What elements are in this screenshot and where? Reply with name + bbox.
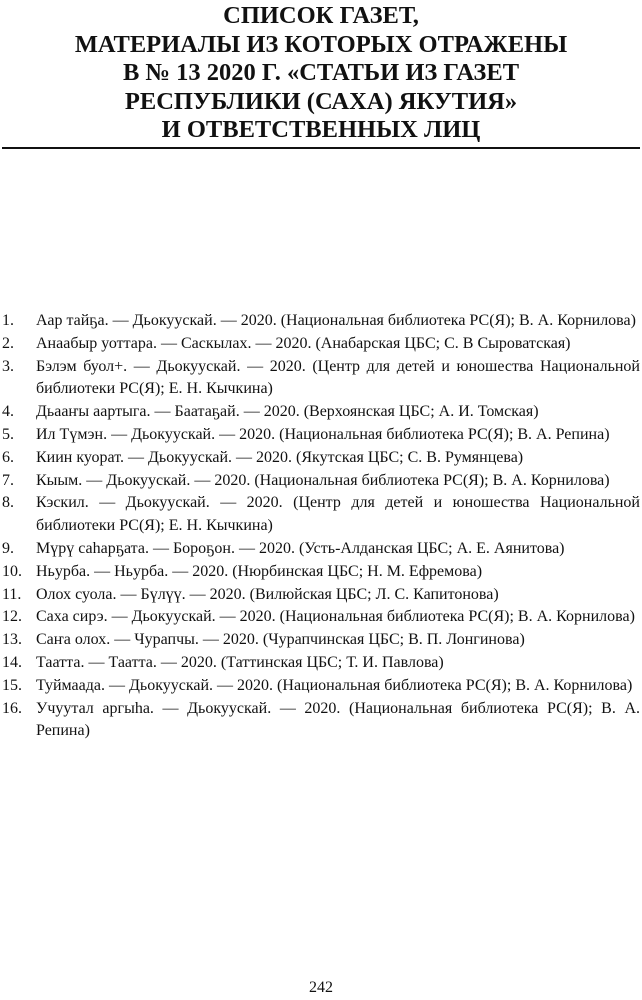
item-number: 16. xyxy=(2,699,22,717)
item-number: 12. xyxy=(2,608,22,626)
item-text: Туймаада. — Дьокуускай. — 2020. (Национальная библиотека РС(Я); В. А. Корнилова) xyxy=(36,676,633,694)
item-number: 6. xyxy=(2,448,14,466)
title-line: И ОТВЕТСТВЕННЫХ ЛИЦ xyxy=(161,116,481,143)
title-divider xyxy=(2,147,640,149)
title-line: РЕСПУБЛИКИ (САХА) ЯКУТИЯ» xyxy=(124,87,518,115)
item-text: Ил Түмэн. — Дьокуускай. — 2020. (Национальная библиотека РС(Я); В. А. Репина) xyxy=(36,425,610,443)
title-line: МАТЕРИАЛЫ ИЗ КОТОРЫХ ОТРАЖЕНЫ xyxy=(74,30,568,58)
list-item xyxy=(0,356,640,402)
item-number: 15. xyxy=(2,676,22,694)
item-text: Дьааҥы аартыга. — Баатаҕай. — 2020. (Верхоянская ЦБС; А. И. Томская) xyxy=(36,403,539,421)
list-item xyxy=(0,470,640,493)
item-text: Саха сирэ. — Дьокуускай. — 2020. (Национальная библиотека РС(Я); В. А. Корнилова) xyxy=(36,608,635,626)
item-text: Анаабыр уоттара. — Саскылах. — 2020. (Анабарская ЦБС; С. В Сыроватская) xyxy=(36,334,571,352)
item-number: 1. xyxy=(2,312,14,329)
item-number: 14. xyxy=(2,653,22,671)
item-text: Саҥа олох. — Чурапчы. — 2020. (Чурапчинская ЦБС; В. П. Лонгинова) xyxy=(36,631,525,649)
list-item xyxy=(0,652,640,675)
newspaper-list xyxy=(0,310,640,743)
list-item xyxy=(0,561,640,584)
item-text: Киин куорат. — Дьокуускай. — 2020. (Якутская ЦБС; С. В. Румянцева) xyxy=(36,448,524,466)
item-number: 13. xyxy=(2,631,22,649)
item-number: 10. xyxy=(2,562,22,580)
item-text: Кэскил. — Дьокуускай. — 2020. (Центр для детей и юношества Национальной библиотеки РС(Я); Е. Н. Кычкина) xyxy=(36,494,640,535)
list-item xyxy=(0,492,640,538)
list-item xyxy=(0,310,640,333)
list-item xyxy=(0,447,640,470)
list-item xyxy=(0,629,640,652)
item-text: Аар тайҕа. — Дьокуускай. — 2020. (Национальная библиотека РС(Я); В. А. Корнилова) xyxy=(36,312,636,329)
item-number: 2. xyxy=(2,334,14,352)
list-item xyxy=(0,538,640,561)
item-text: Кыым. — Дьокуускай. — 2020. (Национальная библиотека РС(Я); В. А. Корнилова) xyxy=(36,471,610,489)
list-item xyxy=(0,424,640,447)
item-text: Мүрү саһарҕата. — Бороҕон. — 2020. (Усть-Алданская ЦБС; А. Е. Аянитова) xyxy=(36,539,565,557)
list-item xyxy=(0,698,640,744)
list-item xyxy=(0,333,640,356)
item-text: Олох суола. — Бүлүү. — 2020. (Вилюйская ЦБС; Л. С. Капитонова) xyxy=(36,585,499,603)
list-item xyxy=(0,675,640,698)
item-text: Учуутал аргыһа. — Дьокуускай. — 2020. (Национальная библиотека РС(Я); В. А. Репина) xyxy=(36,699,640,740)
item-number: 7. xyxy=(2,471,14,489)
item-text: Ньурба. — Ньурба. — 2020. (Нюрбинская ЦБС; Н. М. Ефремова) xyxy=(36,562,483,580)
list-item xyxy=(0,401,640,424)
page-title xyxy=(0,2,642,145)
item-number: 3. xyxy=(2,357,14,375)
title-line: В № 13 2020 Г. «СТАТЬИ ИЗ ГАЗЕТ xyxy=(122,59,520,86)
item-number: 11. xyxy=(2,585,22,603)
item-number: 5. xyxy=(2,425,14,443)
item-text: Бэлэм буол+. — Дьокуускай. — 2020. (Центр для детей и юношества Национальной библиотеки РС(Я); Е. Н. Кычкина) xyxy=(36,357,640,398)
item-number: 9. xyxy=(2,539,14,557)
list-item xyxy=(0,584,640,607)
list-item xyxy=(0,606,640,629)
title-line: СПИСОК ГАЗЕТ, xyxy=(223,2,419,29)
item-number: 4. xyxy=(2,403,14,421)
page-number: 242 xyxy=(309,979,333,996)
item-number: 8. xyxy=(2,494,14,512)
item-text: Таатта. — Таатта. — 2020. (Таттинская ЦБС; Т. И. Павлова) xyxy=(36,653,444,671)
